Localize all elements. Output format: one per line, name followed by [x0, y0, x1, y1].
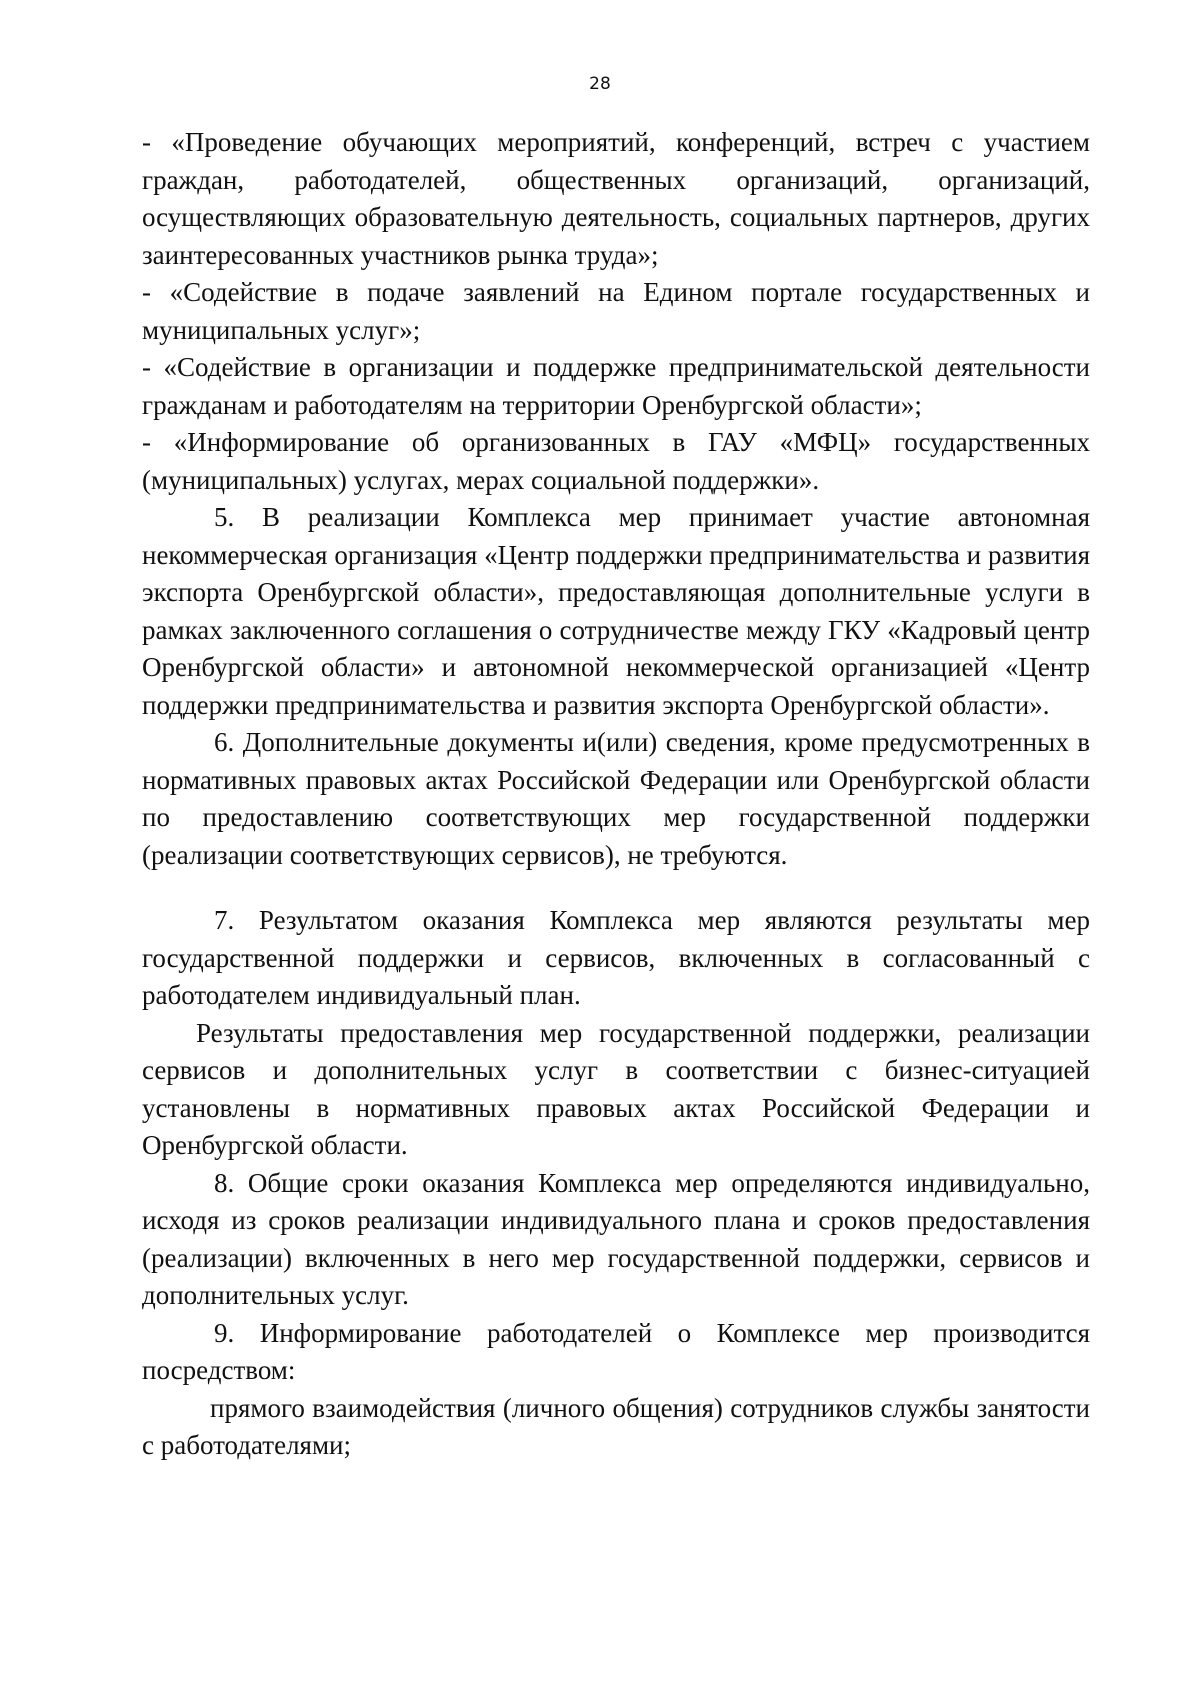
page-number: 28 [589, 74, 611, 94]
paragraph-bullet-entrepreneurship-support: - «Содействие в организации и поддержке предпринимательской деятельности гражданам и работодателям на территории Оренбургской области»; [142, 352, 1090, 420]
paragraph-bullet-training-events: - «Проведение обучающих мероприятий, конференций, встреч с участием граждан, работодателей, общественных организаций, организаций, осуществляющих образовательную деятельность, социальных партнеров, других заинтересованных участников рынка труда»; [142, 127, 1090, 270]
paragraph-item-5: 5. В реализации Комплекса мер принимает участие автономная некоммерческая организация «Центр поддержки предпринимательства и развития экспорта Оренбургской области», предоставляющая дополнительные услуги в рамках заключенного соглашения о сотрудничестве между ГКУ «Кадровый центр Оренбургской области» и автономной некоммерческой организацией «Центр поддержки предпринимательства и развития экспорта Оренбургской области». [142, 502, 1090, 720]
paragraph-direct-interaction: прямого взаимодействия (личного общения) сотрудников службы занятости с работодателями; [142, 1392, 1090, 1460]
paragraph-item-9: 9. Информирование работодателей о Комплексе мер производится посредством: [142, 1317, 1090, 1385]
paragraph-item-6: 6. Дополнительные документы и(или) сведения, кроме предусмотренных в нормативных правовых актах Российской Федерации или Оренбургской области по предоставлению соответствующих мер государственной поддержки (реализации соответствующих сервисов), не требуются. [142, 727, 1090, 870]
paragraph-item-7: 7. Результатом оказания Комплекса мер являются результаты мер государственной поддержки и сервисов, включенных в согласованный с работодателем индивидуальный план. [142, 905, 1090, 1010]
document-body [142, 124, 1090, 1465]
paragraph-results: Результаты предоставления мер государственной поддержки, реализации сервисов и дополнительных услуг в соответствии с бизнес-ситуацией установлены в нормативных правовых актах Российской Федерации и Оренбургской области. [142, 1017, 1090, 1160]
paragraph-item-8: 8. Общие сроки оказания Комплекса мер определяются индивидуально, исходя из сроков реализации индивидуального плана и сроков предоставления (реализации) включенных в него мер государственной поддержки, сервисов и дополнительных услуг. [142, 1167, 1090, 1310]
paragraph-bullet-mfc-informing: - «Информирование об организованных в ГАУ «МФЦ» государственных (муниципальных) услугах, мерах социальной поддержки». [142, 427, 1090, 495]
paragraph-bullet-portal-applications: - «Содействие в подаче заявлений на Едином портале государственных и муниципальных услуг»; [142, 277, 1090, 345]
paragraph-spacer [142, 874, 1090, 902]
